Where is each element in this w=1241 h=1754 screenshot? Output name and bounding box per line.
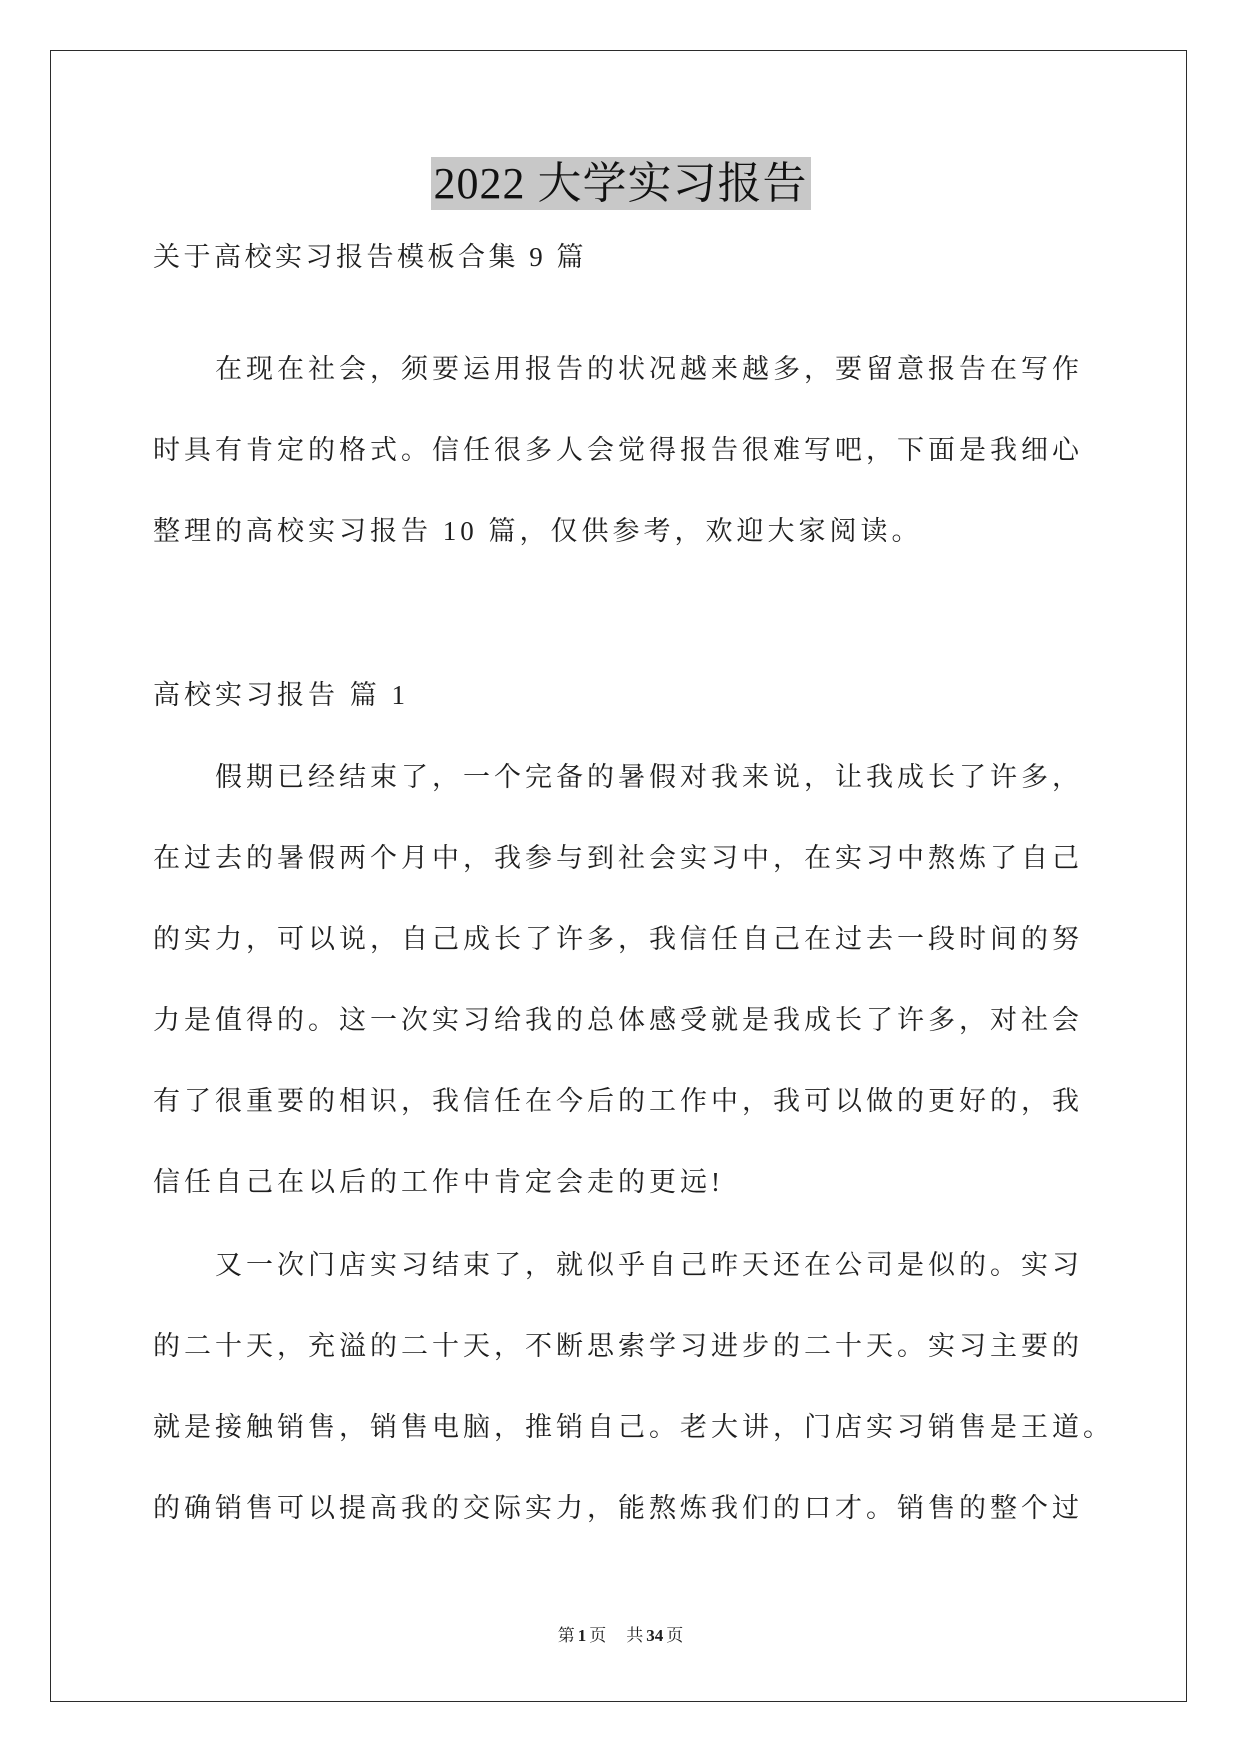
total-pages: 34: [646, 1626, 664, 1645]
paragraph-line: 又一次门店实习结束了，就似乎自己昨天还在公司是似的。实习: [215, 1250, 1083, 1280]
intro-paragraph: [153, 329, 1083, 572]
title-container: [0, 157, 1241, 210]
paragraph-line: 整理的高校实习报告 10 篇，仅供参考，欢迎大家阅读。: [153, 516, 923, 546]
paragraph-line: 的确销售可以提高我的交际实力，能熬炼我们的口才。销售的整个过: [153, 1493, 1083, 1523]
total-suffix: 页: [666, 1626, 684, 1645]
page-number: 1: [577, 1626, 587, 1645]
body-paragraph: [153, 737, 1083, 1223]
section-heading: 高校实习报告 篇 1: [153, 680, 409, 710]
paragraph-line: 就是接触销售，销售电脑，推销自己。老大讲，门店实习销售是王道。: [153, 1412, 1114, 1442]
page-prefix: 第: [557, 1626, 575, 1645]
paragraph-line: 时具有肯定的格式。信任很多人会觉得报告很难写吧，下面是我细心: [153, 435, 1083, 465]
page-footer: [0, 1624, 1241, 1648]
paragraph-line: 力是值得的。这一次实习给我的总体感受就是我成长了许多，对社会: [153, 1005, 1083, 1035]
paragraph-line: 在过去的暑假两个月中，我参与到社会实习中，在实习中熬炼了自己: [153, 843, 1083, 873]
paragraph-line: 的实力，可以说，自己成长了许多，我信任自己在过去一段时间的努: [153, 924, 1083, 954]
paragraph-line: 假期已经结束了，一个完备的暑假对我来说，让我成长了许多，: [215, 762, 1083, 792]
paragraph-line: 有了很重要的相识，我信任在今后的工作中，我可以做的更好的，我: [153, 1086, 1083, 1116]
page-suffix: 页: [589, 1626, 607, 1645]
document-title: 2022 大学实习报告: [431, 157, 811, 210]
paragraph-line: 的二十天，充溢的二十天，不断思索学习进步的二十天。实习主要的: [153, 1331, 1083, 1361]
document-subtitle: 关于高校实习报告模板合集 9 篇: [153, 242, 587, 272]
body-paragraph: [153, 1225, 1114, 1549]
paragraph-line: 信任自己在以后的工作中肯定会走的更远!: [153, 1167, 724, 1197]
total-prefix: 共: [626, 1626, 644, 1645]
paragraph-line: 在现在社会，须要运用报告的状况越来越多，要留意报告在写作: [215, 354, 1083, 384]
